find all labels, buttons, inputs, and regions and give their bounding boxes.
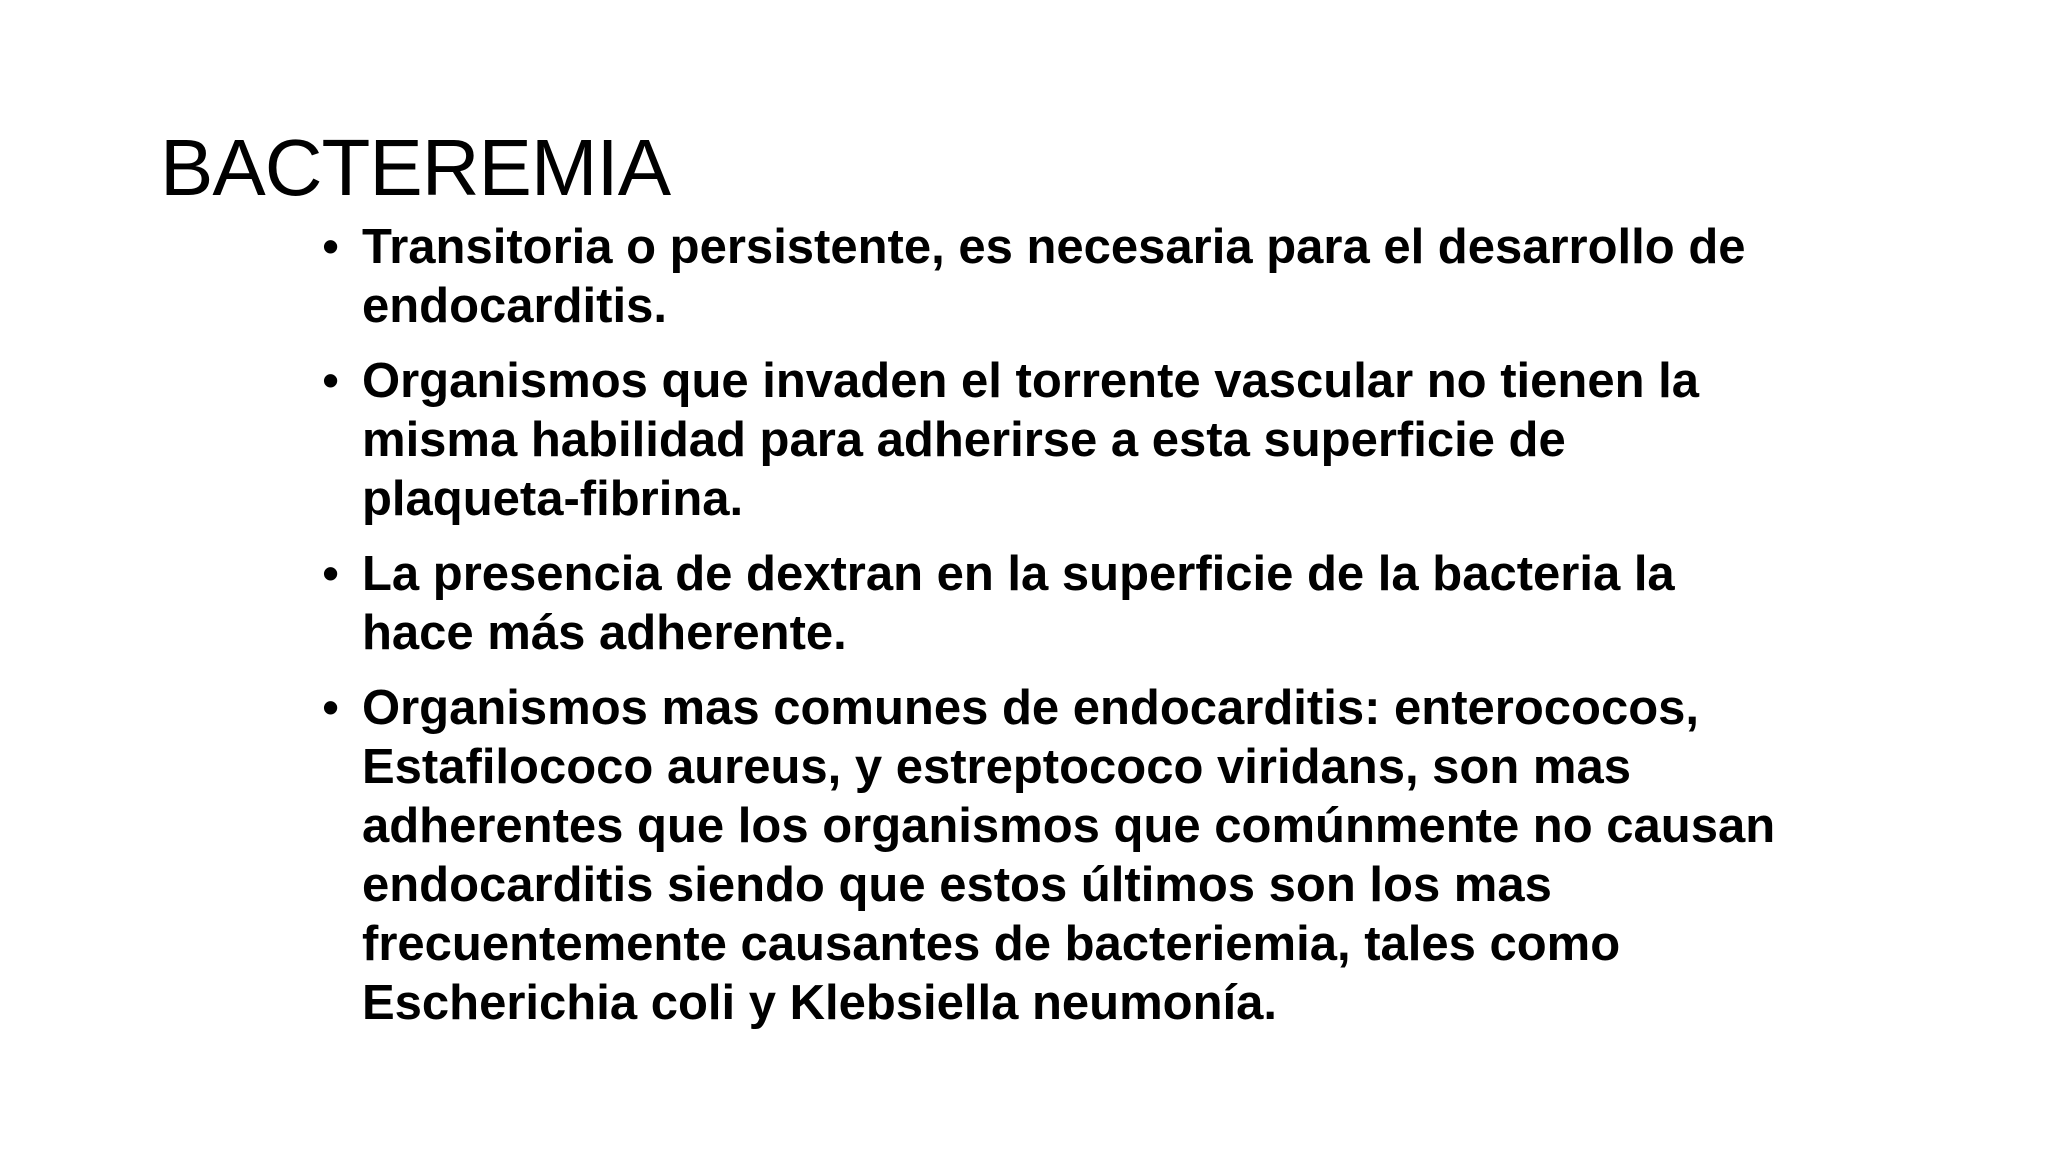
bullet-icon: • xyxy=(322,681,340,735)
bullet-text: Organismos mas comunes de endocarditis: enterococos, Estafilococo aureus, y estreptococo viridans, son mas adherentes que los organismos que comúnmente no causan endocarditis siendo que estos últimos son los mas frecuentemente causantes de bacteriemia, tales como Escherichia coli y Klebsiella neumonía. xyxy=(362,681,1776,1030)
bullet-item xyxy=(322,545,1782,663)
bullet-item xyxy=(322,352,1782,529)
bullet-text: Organismos que invaden el torrente vascular no tienen la misma habilidad para adherirse a esta superficie de plaqueta-fibrina. xyxy=(362,354,1699,526)
bullet-item xyxy=(322,679,1782,1033)
slide-title: BACTEREMIA xyxy=(160,123,671,212)
bullet-text: Transitoria o persistente, es necesaria para el desarrollo de endocarditis. xyxy=(362,220,1746,333)
bullet-icon: • xyxy=(322,547,340,601)
bullet-icon: • xyxy=(322,220,340,274)
bullet-icon: • xyxy=(322,354,340,408)
bullet-item xyxy=(322,218,1782,336)
bullet-list xyxy=(322,218,1782,1049)
bullet-text: La presencia de dextran en la superficie de la bacteria la hace más adherente. xyxy=(362,547,1675,660)
